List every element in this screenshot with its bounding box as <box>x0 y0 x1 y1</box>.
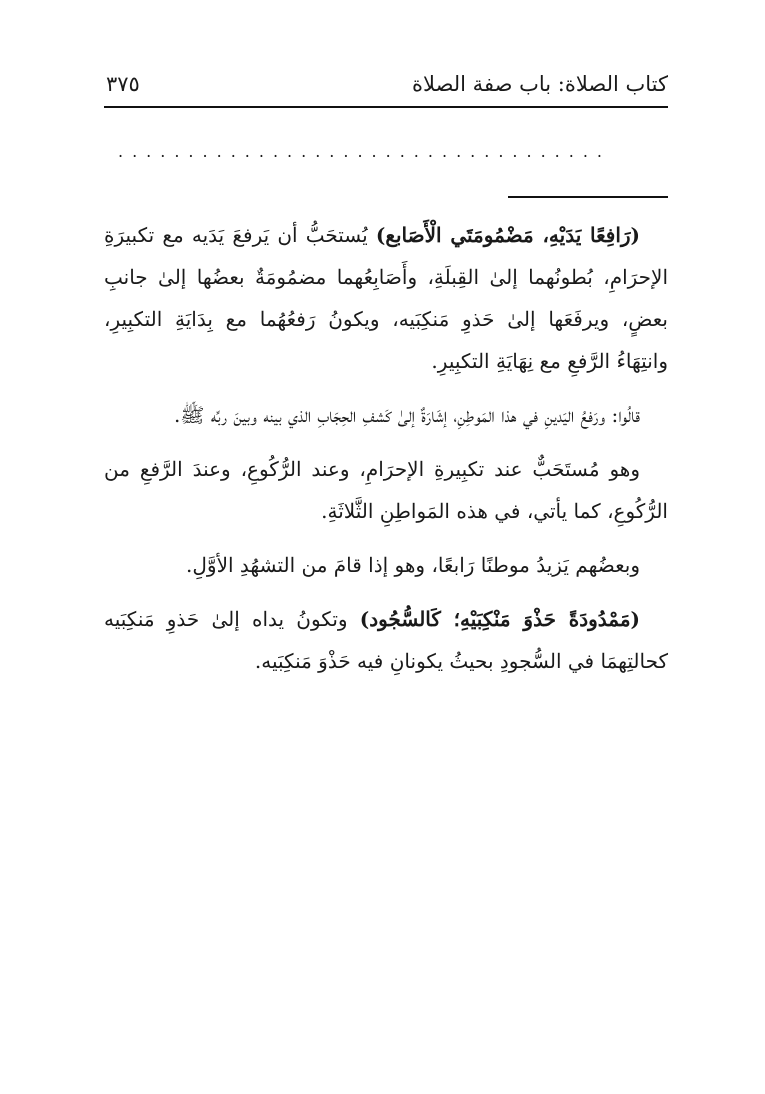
running-head: كتاب الصلاة: باب صفة الصلاة <box>412 72 668 96</box>
commentary-text: قالُوا: ورَفعُ اليَدينِ في هذا المَوطِنِ، إشَارَةٌ إلىٰ كَشفِ الحِجَابِ الذي بينه وبينَ ربِّه ﷺ. <box>173 403 640 427</box>
dotted-separator: ................................... <box>118 142 612 161</box>
paragraph <box>104 598 668 682</box>
paragraph <box>104 544 668 586</box>
commentary-text: يُستحَبُّ أن يَرفعَ يَدَيه مع تكبيرَةِ الإحرَامِ، بُطونُهما إلىٰ القِبلَةِ، وأَصَابِعُهما مضمُومَةٌ بعضُها إلىٰ جانبِ بعضٍ، ويرفَعَها إلىٰ حَذوِ مَنكِبَيه، ويكونُ رَفعُهُما مع بِدَايَةِ التكبِيرِ، وانتِهَاءُ الرَّفعِ مع نِهَايَةِ التكبِيرِ. <box>104 223 668 373</box>
lemma-text: (مَمْدُودَةً حَذْوَ مَنْكِبَيْهِ؛ كَالسُّجُود) <box>359 607 640 631</box>
paragraph <box>104 214 668 382</box>
page-number: ٣٧٥ <box>106 72 140 96</box>
paragraph <box>104 394 668 436</box>
commentary-text: وهو مُستَحَبٌّ عند تكبِيرةِ الإحرَامِ، وعند الرُّكُوعِ، وعندَ الرَّفعِ من الرُّكُوعِ، كما يأتي، في هذه المَواطِنِ الثَّلاثَةِ. <box>104 457 668 523</box>
short-rule <box>508 196 668 198</box>
body-text <box>104 214 668 694</box>
page-header <box>104 66 668 106</box>
commentary-text: وتكونُ يداه إلىٰ حَذوِ مَنكِبَيه كحالتِهمَا في السُّجودِ بحيثُ يكونانِ فيه حَذْوَ مَنكِبَيه. <box>104 607 668 673</box>
paragraph <box>104 448 668 532</box>
commentary-text: وبعضُهم يَزيدُ موطنًا رَابعًا، وهو إذا قامَ من التشهُدِ الأوَّلِ. <box>186 553 640 577</box>
lemma-text: (رَافِعًا يَدَيْهِ، مَضْمُومَتَي الْأَصَابع) <box>375 223 640 247</box>
header-rule <box>104 106 668 108</box>
